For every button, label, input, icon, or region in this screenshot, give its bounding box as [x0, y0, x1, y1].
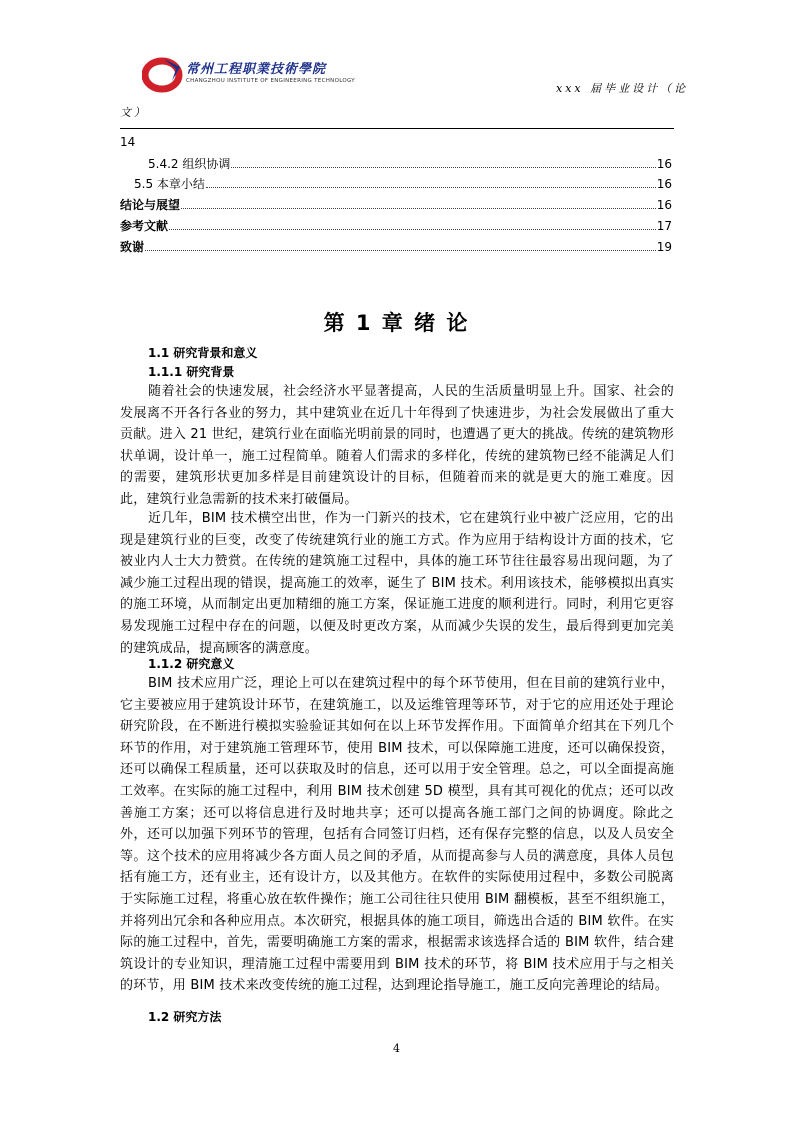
toc-entry-title: 结论与展望 [120, 198, 181, 212]
section-heading: 1.2 研究方法 [148, 1010, 222, 1024]
subsection-heading: 1.1.2 研究意义 [148, 657, 235, 671]
school-emblem-icon [142, 55, 186, 95]
school-name: 常州工程职業技術學院 [186, 62, 327, 77]
toc-entry[interactable] [134, 175, 672, 193]
header-divider [120, 128, 674, 129]
toc-entry-page: 16 [656, 198, 672, 212]
chapter-title: 第 1 章 绪 论 [323, 311, 470, 335]
toc-entry-title: 5.4.2 组织协调 [148, 157, 231, 171]
toc-entry[interactable] [120, 238, 672, 256]
header-title-continued: 文） [120, 106, 148, 119]
toc-entry-page: 17 [656, 219, 672, 233]
toc-leader [145, 249, 656, 251]
toc-entry-page: 16 [656, 157, 672, 171]
toc-entry[interactable] [148, 155, 672, 173]
toc-entry-title: 参考文献 [120, 219, 169, 233]
school-logo [142, 55, 355, 95]
toc-entry[interactable] [120, 196, 672, 214]
section-heading: 1.1 研究背景和意义 [148, 346, 258, 360]
toc-leader [231, 166, 655, 168]
toc-leader [181, 207, 656, 209]
page-number: 4 [393, 1042, 400, 1055]
toc-entry-page: 19 [656, 240, 672, 254]
toc-leader [169, 228, 656, 230]
toc-entry-page: 16 [656, 177, 672, 191]
body-paragraph: BIM 技术应用广泛，理论上可以在建筑过程中的每个环节使用，但在目前的建筑行业中，它主要被应用于建筑设计环节，在建筑施工，以及运维管理等环节，对于它的应用还处于理论研究阶段，在不断进行模拟实验验证其如何在以上环节发挥作用。下面简单介绍其在下列几个环节的作用，对于建筑施工管理环节，使用 BIM 技术，可以保障施工进度，还可以确保投资，还可以确保工程质量，还可以获取及时的信息，还可以用于安全管理。总之，可以全面提高施工效率。在实际的施工过程中，利用 BIM 技术创建 5D 模型，具有其可视化的优点；还可以改善施工方案；还可以将信息进行及时地共享；还可以提高各施工部门之间的协调度。除此之外，还可以加强下列环节的管理，包括有合同签订归档，还有保存完整的信息，以及人员安全等。这个技术的应用将减少各方面人员之间的矛盾，从而提高参与人员的满意度，具体人员包括有施工方，还有业主，还有设计方，以及其他方。在软件的实际使用过程中，多数公司脱离于实际施工过程，将重心放在软件操作；施工公司往往只使用 BIM 翻模板，甚至不组织施工，并将列出冗余和各种应用点。本次研究，根据具体的施工项目，筛选出合适的 BIM 软件。在实际的施工过程中，首先，需要明确施工方案的需求，根据需求该选择合适的 BIM 软件，结合建筑设计的专业知识，理清施工过程中需要用到 BIM 技术的环节，将 BIM 技术应用于与之相关的环节，用 BIM 技术来改变传统的施工过程，达到理论指导施工，施工反向完善理论的结局。 [120, 676, 674, 994]
toc-carry-page: 14 [120, 135, 136, 149]
toc-entry[interactable] [120, 217, 672, 235]
toc-entry-title: 5.5 本章小结 [134, 177, 205, 191]
toc-leader [206, 186, 656, 188]
subsection-heading: 1.1.1 研究背景 [148, 365, 235, 379]
school-name-english: CHANGZHOU INSTITUTE OF ENGINEERING TECHNOLOGY [186, 78, 355, 84]
toc-entry-title: 致谢 [120, 240, 145, 254]
body-paragraph: 随着社会的快速发展，社会经济水平显著提高，人民的生活质量明显上升。国家、社会的发展离不开各行各业的努力，其中建筑业在近几十年得到了快速进步，为社会发展做出了重大贡献。进入 21 世纪，建筑行业在面临光明前景的同时，也遭遇了更大的挑战。传统的建筑物形状单调，设计单一，施工过程简单。随着人们需求的多样化，传统的建筑物已经不能满足人们的需要，建筑形状更加多样是目前建筑设计的目标，但随着而来的就是更大的施工难度。因此，建筑行业急需新的技术来打破僵局。 [120, 384, 674, 507]
body-paragraph: 近几年，BIM 技术横空出世，作为一门新兴的技术，它在建筑行业中被广泛应用，它的出现是建筑行业的巨变，改变了传统建筑行业的施工方式。作为应用于结构设计方面的技术，它被业内人士大力赞赏。在传统的建筑施工过程中，具体的施工环节往往最容易出现问题，为了减少施工过程出现的错误，提高施工的效率，诞生了 BIM 技术。利用该技术，能够模拟出真实的施工环境，从而制定出更加精细的施工方案，保证施工进度的顺利进行。同时，利用它更容易发现施工过程中存在的问题，以便及时更改方案，从而减少失误的发生，最后得到更加完美的建筑成品，提高顾客的满意度。 [120, 511, 674, 656]
header-title: xxx 届毕业设计（论 [556, 82, 689, 95]
